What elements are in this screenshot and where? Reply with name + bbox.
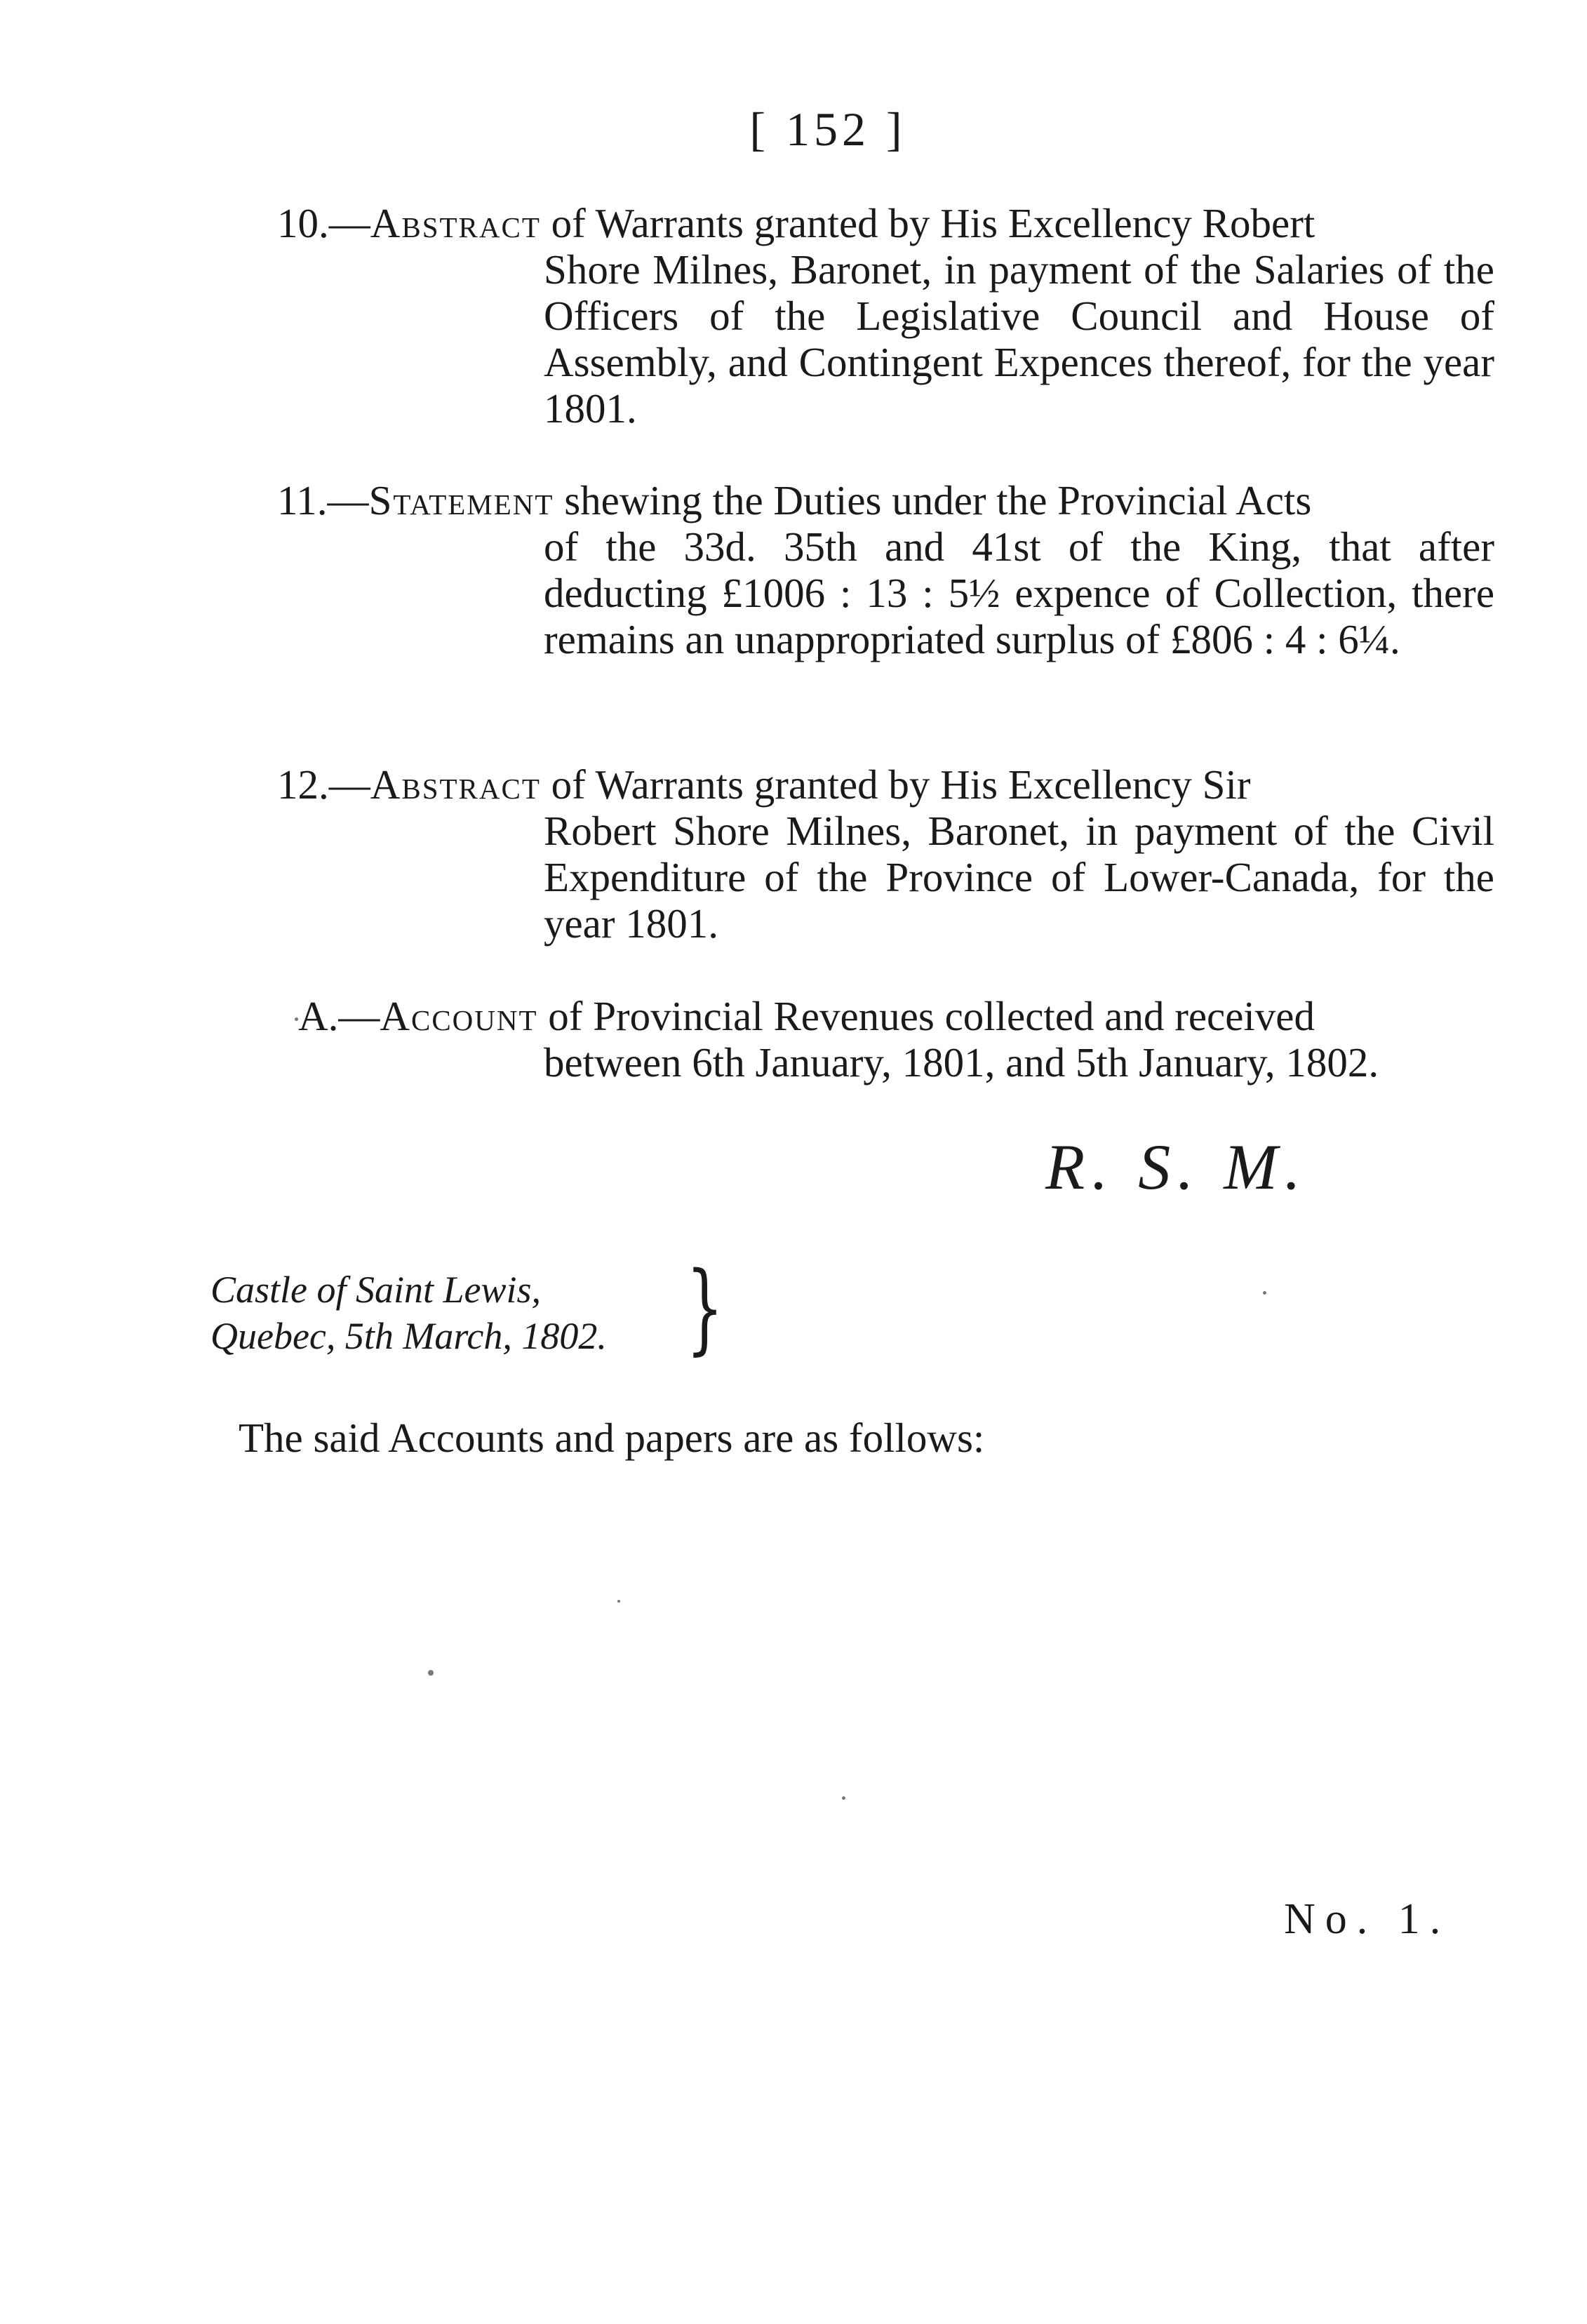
entry-number: A.—	[298, 993, 380, 1039]
entry-body: between 6th January, 1801, and 5th January, 1802.	[544, 1039, 1379, 1086]
signature-initials: R. S. M.	[1045, 1131, 1308, 1203]
entry-first-text: of Warrants granted by His Excellency Robert	[540, 200, 1315, 246]
entry-a	[277, 993, 1494, 1086]
entry-number: 10.—	[277, 200, 370, 246]
page-number: [ 152 ]	[749, 102, 906, 156]
entry-number: 12.—	[277, 761, 370, 808]
entry-first-line	[298, 993, 1494, 1039]
entry-body: Shore Milnes, Baronet, in payment of the Salaries of the Officers of the Legislative Council and House of Assembly, and Contingent Expences thereof, for the year 1801.	[544, 246, 1494, 432]
paper-speck	[295, 1017, 298, 1021]
entry-heading: Statement	[368, 477, 554, 523]
catchword: No. 1.	[1284, 1895, 1451, 1943]
entry-11	[277, 477, 1494, 662]
entry-heading: Account	[380, 993, 538, 1039]
entry-first-text: shewing the Duties under the Provincial Acts	[554, 477, 1312, 523]
entry-first-text: of Warrants granted by His Excellency Sir	[540, 761, 1251, 808]
paper-speck	[1263, 1291, 1266, 1295]
entry-first-text: of Provincial Revenues collected and received	[537, 993, 1315, 1039]
paper-speck	[428, 1670, 434, 1676]
entry-first-line	[277, 200, 1494, 246]
curly-brace-icon: }	[685, 1251, 724, 1365]
dateline	[210, 1267, 607, 1359]
entry-first-line	[277, 761, 1494, 808]
paper-speck	[617, 1600, 620, 1603]
closing-text: The said Accounts and papers are as follows:	[239, 1415, 985, 1461]
dateline-place: Castle of Saint Lewis,	[210, 1269, 542, 1311]
entry-first-line	[277, 477, 1494, 523]
entry-body: Robert Shore Milnes, Baronet, in payment of the Civil Expenditure of the Province of Lower-Canada, for the year 1801.	[544, 808, 1494, 947]
entry-heading: Abstract	[370, 200, 541, 246]
entry-number: 11.—	[277, 477, 369, 523]
entry-12	[277, 761, 1494, 947]
paper-speck	[842, 1796, 845, 1800]
entry-heading: Abstract	[370, 761, 541, 808]
entry-body: of the 33d. 35th and 41st of the King, that after deducting £1006 : 13 : 5½ expence of Collection, there remains an unappropriated surplus of £806 : 4 : 6¼.	[544, 523, 1494, 662]
entry-10	[277, 200, 1494, 432]
dateline-date: Quebec, 5th March, 1802.	[210, 1315, 607, 1357]
